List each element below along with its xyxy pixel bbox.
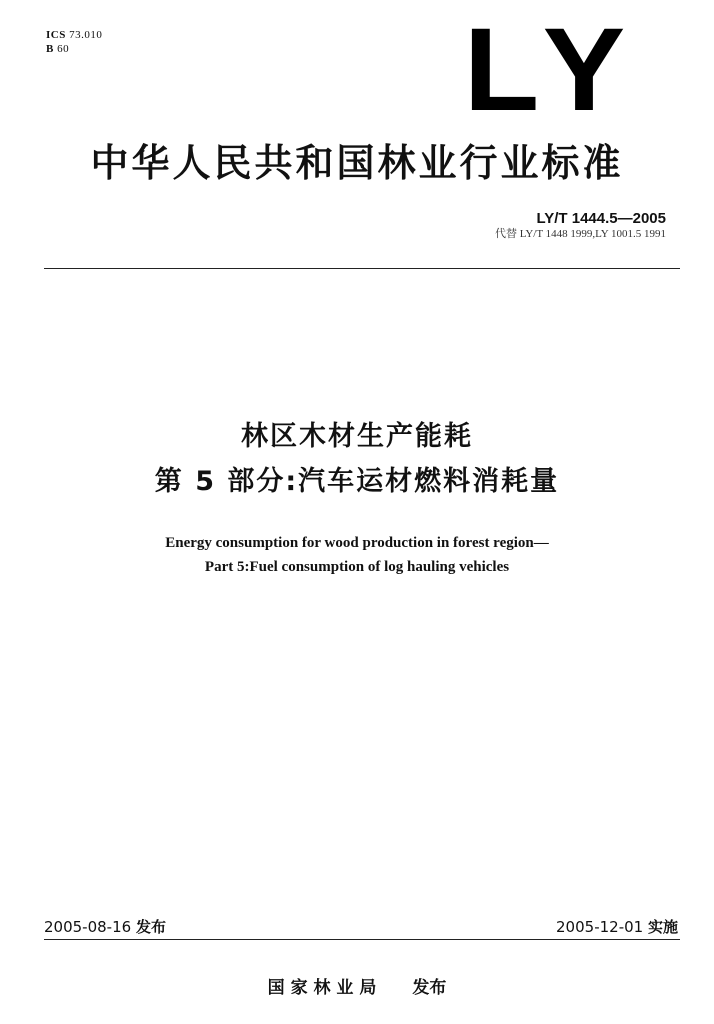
published-date-value: 2005-08-16	[44, 918, 132, 936]
ccs-code: 60	[57, 43, 70, 55]
standard-number: LY/T 1444.5—2005	[536, 210, 666, 227]
bottom-divider	[44, 939, 680, 940]
chinese-title-line-1: 林区木材生产能耗	[241, 421, 473, 452]
implemented-date-value: 2005-12-01	[556, 918, 644, 936]
ics-label: ICS	[46, 29, 66, 41]
ics-classification	[46, 29, 102, 42]
issuer-line	[0, 976, 714, 1000]
implementation-date	[556, 917, 678, 937]
organization-title: 中华人民共和国林业行业标准	[90, 141, 624, 185]
issuer-action: 发布	[412, 978, 447, 998]
english-title-line-2: Part 5:Fuel consumption of log hauling vehicles	[204, 559, 510, 575]
publication-date	[44, 917, 166, 937]
issuer-name: 国 家 林 业 局	[267, 978, 377, 998]
ccs-label: B	[46, 43, 54, 55]
english-title-line-1: Energy consumption for wood production in forest region—	[165, 535, 549, 551]
ccs-classification	[46, 43, 69, 56]
replaces-standards: 代替 LY/T 1448 1999,LY 1001.5 1991	[494, 228, 666, 240]
ly-standard-logo: LY	[463, 4, 640, 136]
top-divider	[44, 268, 680, 269]
chinese-title-line-2: 第 5 部分:汽车运材燃料消耗量	[154, 466, 560, 497]
published-label: 发布	[135, 918, 166, 936]
implemented-label: 实施	[647, 918, 678, 936]
ics-code: 73.010	[69, 29, 103, 41]
